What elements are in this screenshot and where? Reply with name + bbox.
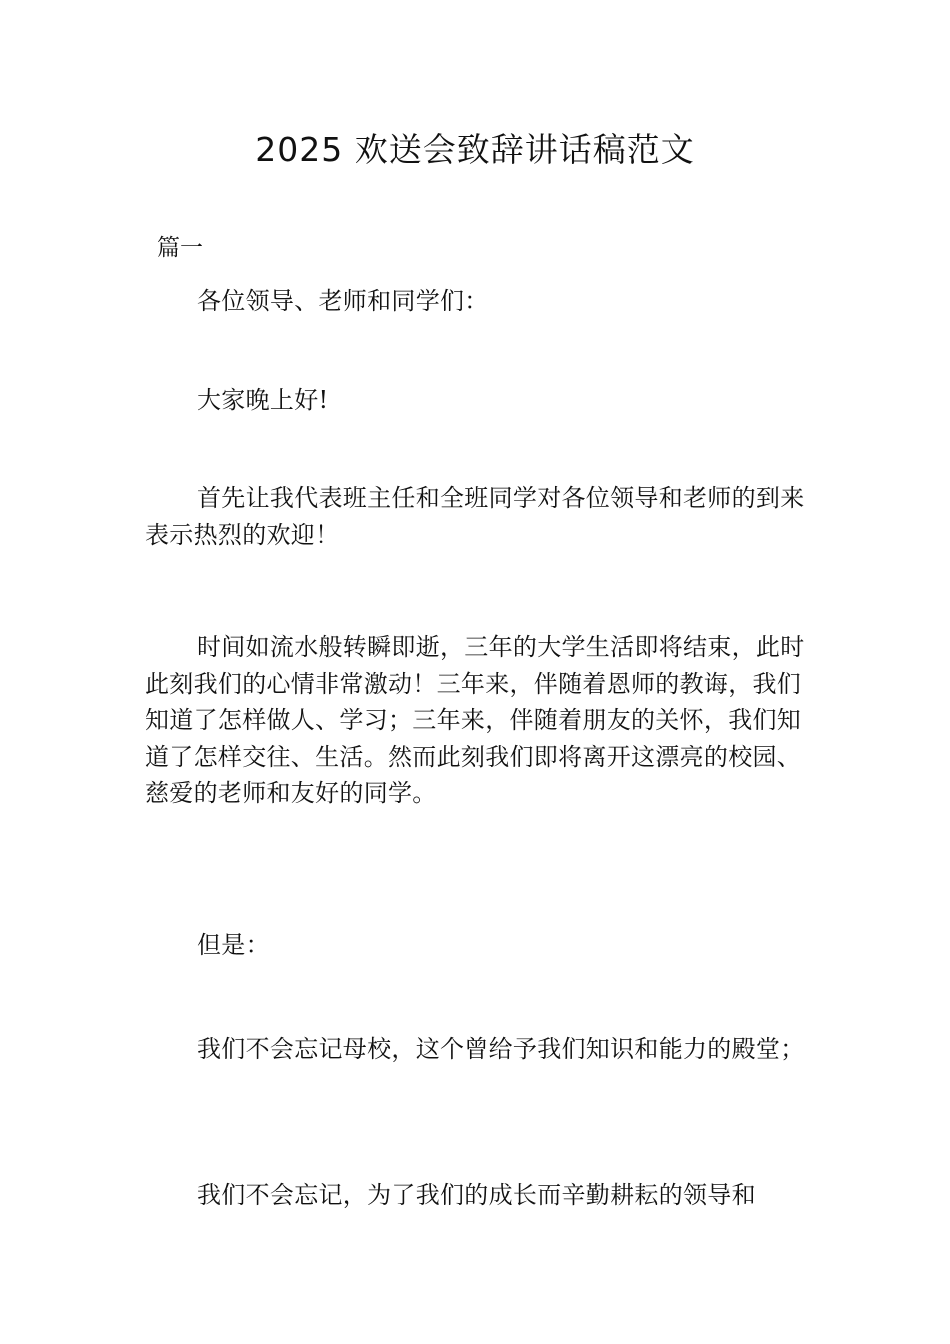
paragraph-alma-mater: 我们不会忘记母校，这个曾给予我们知识和能力的殿堂；: [197, 1035, 805, 1063]
document-title: 2025 欢送会致辞讲话稿范文: [255, 130, 695, 169]
paragraph-good-evening: 大家晚上好!: [197, 386, 329, 414]
paragraph-welcome: 首先让我代表班主任和全班同学对各位领导和老师的到来表示热烈的欢迎！: [145, 484, 805, 549]
section-label: 篇一: [157, 235, 203, 261]
paragraph-teachers: 我们不会忘记，为了我们的成长而辛勤耕耘的领导和: [197, 1181, 756, 1209]
paragraph-however: 但是：: [197, 931, 270, 959]
paragraph-greeting: 各位领导、老师和同学们：: [197, 287, 489, 315]
paragraph-time-passes: 时间如流水般转瞬即逝，三年的大学生活即将结束，此时此刻我们的心情非常激动！三年来，伴随着恩师的教诲，我们知道了怎样做人、学习；三年来，伴随着朋友的关怀，我们知道了怎样交往、生活。然而此刻我们即将离开这漂亮的校园、慈爱的老师和友好的同学。: [145, 633, 805, 807]
